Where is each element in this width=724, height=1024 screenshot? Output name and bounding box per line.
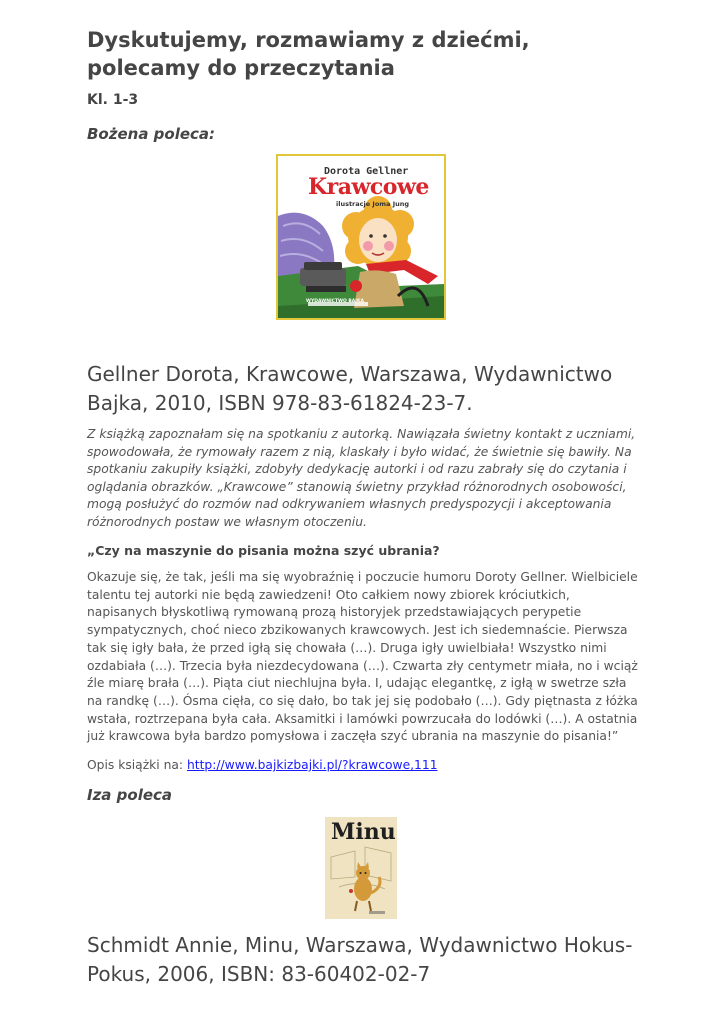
cover-publisher: WYDAWNICTWO BAJKA bbox=[306, 299, 364, 304]
cover-title-minu: Minu bbox=[331, 819, 396, 845]
book1-description: Okazuje się, że tak, jeśli ma się wyobraźnię i poczucie humoru Doroty Gellner. Wielbiciele talentu tej autorki nie będą zawiedzeni! Oto całkiem nowy zbiorek króciutkich, napisanych błyskotliwą rymowaną prozą historyjek przedstawiających perypetie sympatycznych, choć nieco zbzikowanych krawcowych. Jest ich siedemnaście. Pierwsza tak się igły bała, że przed igłą się chowała (…). Druga igły uwielbiała! Wszystko nimi ozdabiała (…). Trzecia była niezdecydowana (…). Czwarta zły centymetr miała, no i wciąż źle miarę brała (…). Piąta ciut niechlujna była. I, udając elegantkę, z igłą w swetrze szła na randkę (…). Ósma cięła, co się dało, bo tak jej się podobało (…). Gdy piętnasta z łóżka wstała, roztrzepana była cała. Aksamitki i lamówki powrzucała do lodówki (…). A ostatnia już krawcowa była bardzo pomysłowa i zaczęła szyć ubrania na maszynie do pisania!” bbox=[87, 570, 638, 744]
book1-question: „Czy na maszynie do pisania można szyć ubrania? bbox=[87, 543, 440, 558]
recommender-bozena: Bożena poleca: bbox=[87, 125, 216, 143]
book-cover-minu bbox=[325, 817, 397, 919]
class-level: Kl. 1-3 bbox=[87, 92, 139, 108]
cover-illustrator: ilustracje Joma Jung bbox=[336, 200, 410, 208]
book-cover-krawcowe bbox=[276, 154, 446, 320]
book1-citation: Gellner Dorota, Krawcowe, Warszawa, Wydawnictwo Bajka, 2010, ISBN 978-83-61824-23-7. bbox=[87, 362, 613, 415]
cover-title: Krawcowe bbox=[308, 174, 429, 200]
source-label: Opis książki na: bbox=[87, 758, 184, 772]
book1-source bbox=[87, 758, 438, 772]
book2-citation: Schmidt Annie, Minu, Warszawa, Wydawnictwo Hokus-Pokus, 2006, ISBN: 83-60402-02-7 bbox=[87, 933, 633, 986]
recommender-iza: Iza poleca bbox=[87, 786, 173, 804]
book1-review: Z książką zapoznałam się na spotkaniu z autorką. Nawiązała świetny kontakt z uczniami, spowodowała, że rymowały razem z nią, klaskały i było widać, że świetnie się bawiły. Na spotkaniu zakupiły książki, zdobyły dedykację autorki i od razu zabrały się do czytania i oglądania obrazków. „Krawcowe” stanowią świetny przykład różnorodnych osobowości, mogą posłużyć do rozmów nad odkrywaniem własnych predyspozycji i akceptowania różnorodnych postaw we własnym otoczeniu. bbox=[87, 427, 636, 529]
page-title: Dyskutujemy, rozmawiamy z dziećmi, polecamy do przeczytania bbox=[87, 28, 530, 80]
cover-author: Dorota Gellner bbox=[324, 166, 409, 177]
source-link[interactable]: http://www.bajkizbajki.pl/?krawcowe,111 bbox=[187, 758, 438, 772]
